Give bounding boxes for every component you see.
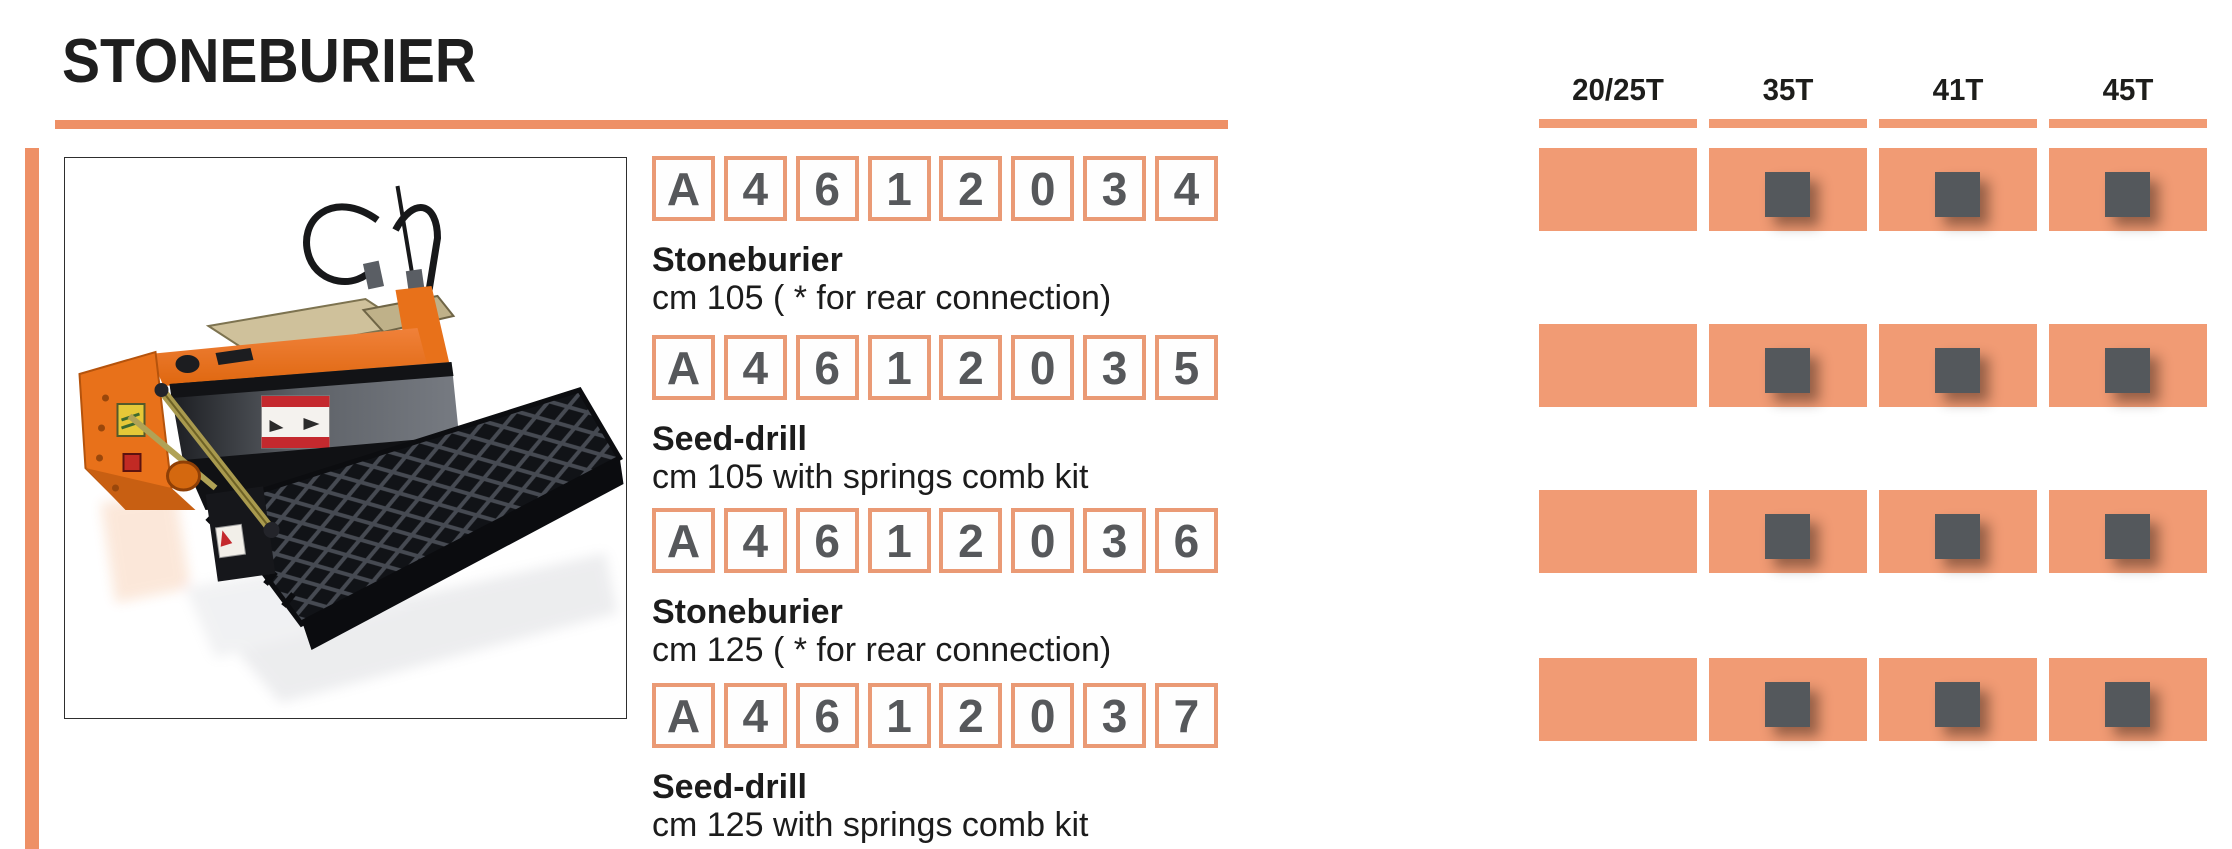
product-description: cm 125 with springs comb kit bbox=[652, 806, 1089, 844]
compatibility-mark bbox=[2105, 682, 2150, 727]
code-char: 0 bbox=[1011, 508, 1074, 573]
code-char: 3 bbox=[1083, 156, 1146, 221]
code-char: 7 bbox=[1155, 683, 1218, 748]
code-char: A bbox=[652, 335, 715, 400]
code-char: 0 bbox=[1011, 335, 1074, 400]
code-char: 3 bbox=[1083, 683, 1146, 748]
product-description: cm 105 with springs comb kit bbox=[652, 458, 1089, 496]
code-char: 1 bbox=[868, 683, 931, 748]
code-char: 6 bbox=[796, 156, 859, 221]
code-char: 1 bbox=[868, 156, 931, 221]
column-header-41t: 41T bbox=[1932, 72, 1984, 107]
page-title: STONEBURIER bbox=[62, 27, 477, 96]
code-char: 3 bbox=[1083, 335, 1146, 400]
compatibility-cell bbox=[1709, 490, 1867, 573]
column-underline bbox=[1879, 119, 2037, 128]
compatibility-cell bbox=[1539, 324, 1697, 407]
product-code bbox=[652, 156, 1218, 221]
code-char: 5 bbox=[1155, 335, 1218, 400]
code-char: 0 bbox=[1011, 683, 1074, 748]
code-char: 4 bbox=[724, 683, 787, 748]
compatibility-cell bbox=[1879, 148, 2037, 231]
compatibility-mark bbox=[1935, 514, 1980, 559]
column-underline bbox=[1709, 119, 1867, 128]
compatibility-mark bbox=[1935, 682, 1980, 727]
code-char: 2 bbox=[939, 508, 1002, 573]
compatibility-mark bbox=[1765, 172, 1810, 217]
product-photo bbox=[65, 158, 626, 718]
code-char: 2 bbox=[939, 335, 1002, 400]
product-name: Seed-drill bbox=[652, 420, 807, 458]
product-description: cm 105 ( * for rear connection) bbox=[652, 279, 1112, 317]
compatibility-cell bbox=[1709, 148, 1867, 231]
compatibility-cell bbox=[1879, 324, 2037, 407]
product-name: Stoneburier bbox=[652, 593, 843, 631]
code-char: 4 bbox=[724, 335, 787, 400]
product-row bbox=[652, 508, 1218, 669]
product-code bbox=[652, 508, 1218, 573]
compatibility-cell bbox=[1879, 658, 2037, 741]
product-row bbox=[652, 683, 1218, 844]
compatibility-cell bbox=[2049, 324, 2207, 407]
product-row bbox=[652, 335, 1218, 496]
compatibility-mark bbox=[2105, 172, 2150, 217]
code-char: 6 bbox=[796, 508, 859, 573]
compatibility-cell bbox=[1539, 148, 1697, 231]
hydraulic-hoses bbox=[307, 186, 438, 300]
code-char: 0 bbox=[1011, 156, 1074, 221]
code-char: 1 bbox=[868, 335, 931, 400]
compatibility-cell bbox=[1709, 658, 1867, 741]
product-name: Seed-drill bbox=[652, 768, 807, 806]
code-char: A bbox=[652, 156, 715, 221]
title-underline bbox=[55, 120, 1228, 129]
code-char: 6 bbox=[796, 335, 859, 400]
product-row bbox=[652, 156, 1218, 317]
column-header-45t: 45T bbox=[2102, 72, 2154, 107]
compatibility-mark bbox=[1765, 514, 1810, 559]
code-char: 1 bbox=[868, 508, 931, 573]
code-char: 2 bbox=[939, 683, 1002, 748]
column-header-20-25t: 20/25T bbox=[1572, 72, 1664, 107]
code-char: 3 bbox=[1083, 508, 1146, 573]
compatibility-mark bbox=[1935, 348, 1980, 393]
compatibility-cell bbox=[1539, 658, 1697, 741]
compatibility-mark bbox=[1935, 172, 1980, 217]
code-char: 4 bbox=[1155, 156, 1218, 221]
compatibility-cell bbox=[2049, 658, 2207, 741]
compatibility-mark bbox=[1765, 682, 1810, 727]
compatibility-cell bbox=[2049, 148, 2207, 231]
compatibility-cell bbox=[1709, 324, 1867, 407]
product-code bbox=[652, 683, 1218, 748]
code-char: 4 bbox=[724, 156, 787, 221]
code-char: 6 bbox=[796, 683, 859, 748]
code-char: 2 bbox=[939, 156, 1002, 221]
code-char: 6 bbox=[1155, 508, 1218, 573]
product-photo-frame bbox=[64, 157, 627, 719]
product-code bbox=[652, 335, 1218, 400]
side-accent-bar bbox=[25, 148, 39, 849]
column-header-35t: 35T bbox=[1762, 72, 1814, 107]
code-char: A bbox=[652, 508, 715, 573]
code-char: A bbox=[652, 683, 715, 748]
product-description: cm 125 ( * for rear connection) bbox=[652, 631, 1112, 669]
column-underline bbox=[2049, 119, 2207, 128]
product-name: Stoneburier bbox=[652, 241, 843, 279]
compatibility-cell bbox=[1539, 490, 1697, 573]
compatibility-mark bbox=[2105, 514, 2150, 559]
compatibility-cell bbox=[1879, 490, 2037, 573]
compatibility-mark bbox=[2105, 348, 2150, 393]
compatibility-mark bbox=[1765, 348, 1810, 393]
column-underline bbox=[1539, 119, 1697, 128]
code-char: 4 bbox=[724, 508, 787, 573]
compatibility-cell bbox=[2049, 490, 2207, 573]
